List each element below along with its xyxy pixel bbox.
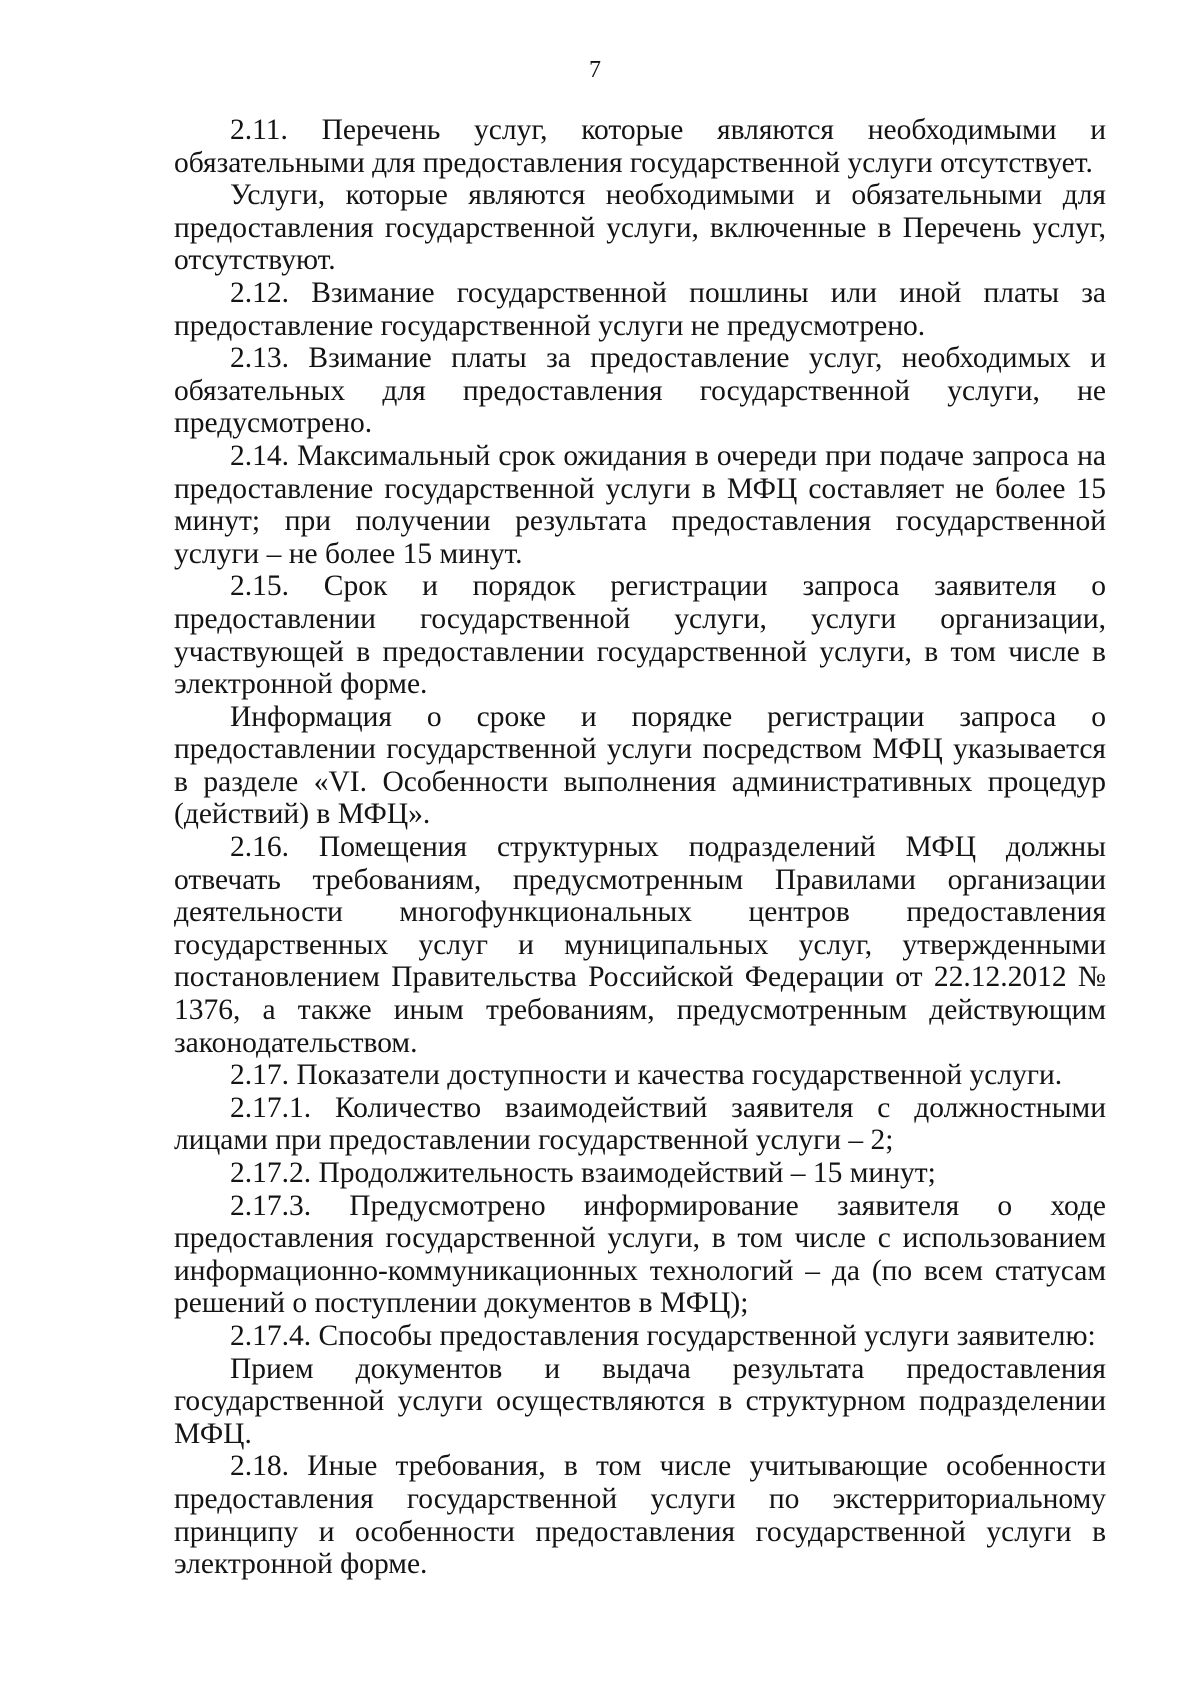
paragraph-2-17-2: 2.17.2. Продолжительность взаимодействий – 15 минут;: [230, 1157, 936, 1189]
paragraph-2-14: 2.14. Максимальный срок ожидания в очереди при подаче запроса на предоставление государственной услуги в МФЦ составляет не более 15 минут; при получении результата предоставления государственной услуги – не более 15 минут.: [174, 439, 1106, 570]
paragraph-2-17-4: 2.17.4. Способы предоставления государственной услуги заявителю:: [230, 1319, 1096, 1352]
paragraph-2-13: 2.13. Взимание платы за предоставление услуг, необходимых и обязательных для предоставления государственной услуги, не предусмотрено.: [174, 342, 1106, 440]
page-number: 7: [589, 57, 601, 83]
paragraph-2-12: 2.12. Взимание государственной пошлины или иной платы за предоставление государственной услуги не предусмотрено.: [174, 276, 1106, 342]
paragraph-2-15: 2.15. Срок и порядок регистрации запроса заявителя о предоставлении государственной услуги, услуги организации, участвующей в предоставлении государственной услуги, в том числе в электронной форме.: [174, 570, 1106, 701]
paragraph-2-17-3: 2.17.3. Предусмотрено информирование заявителя о ходе предоставления государственной услуги, в том числе с использованием информационно-коммуникационных технологий – да (по всем статусам решений о поступлении документов в МФЦ);: [174, 1189, 1106, 1320]
paragraph-2-11: 2.11. Перечень услуг, которые являются необходимыми и обязательными для предоставления государственной услуги отсутствует.: [174, 114, 1106, 179]
paragraph-document-reception: Прием документов и выдача результата предоставления государственной услуги осуществляются в структурном подразделении МФЦ.: [174, 1352, 1106, 1450]
paragraph-2-17: 2.17. Показатели доступности и качества государственной услуги.: [230, 1059, 1063, 1092]
paragraph-2-17-1: 2.17.1. Количество взаимодействий заявителя с должностными лицами при предоставлении государственной услуги – 2;: [174, 1091, 1106, 1157]
document-body: [174, 114, 1106, 1581]
paragraph-2-16: 2.16. Помещения структурных подразделений МФЦ должны отвечать требованиям, предусмотренным Правилами организации деятельности многофункциональных центров предоставления государственных услуг и муниципальных услуг, утвержденными постановлением Правительства Российской Федерации от 22.12.2012 № 1376, а также иным требованиям, предусмотренным действующим законодательством.: [174, 831, 1106, 1059]
paragraph-services-absent: Услуги, которые являются необходимыми и обязательными для предоставления государственной услуги, включенные в Перечень услуг, отсутствуют.: [174, 179, 1106, 277]
paragraph-registration-info: Информация о сроке и порядке регистрации запроса о предоставлении государственной услуги посредством МФЦ указывается в разделе «VI. Особенности выполнения административных процедур (действий) в МФЦ».: [174, 700, 1106, 831]
paragraph-2-18: 2.18. Иные требования, в том числе учитывающие особенности предоставления государственной услуги по экстерриториальному принципу и особенности предоставления государственной услуги в электронной форме.: [174, 1450, 1106, 1581]
